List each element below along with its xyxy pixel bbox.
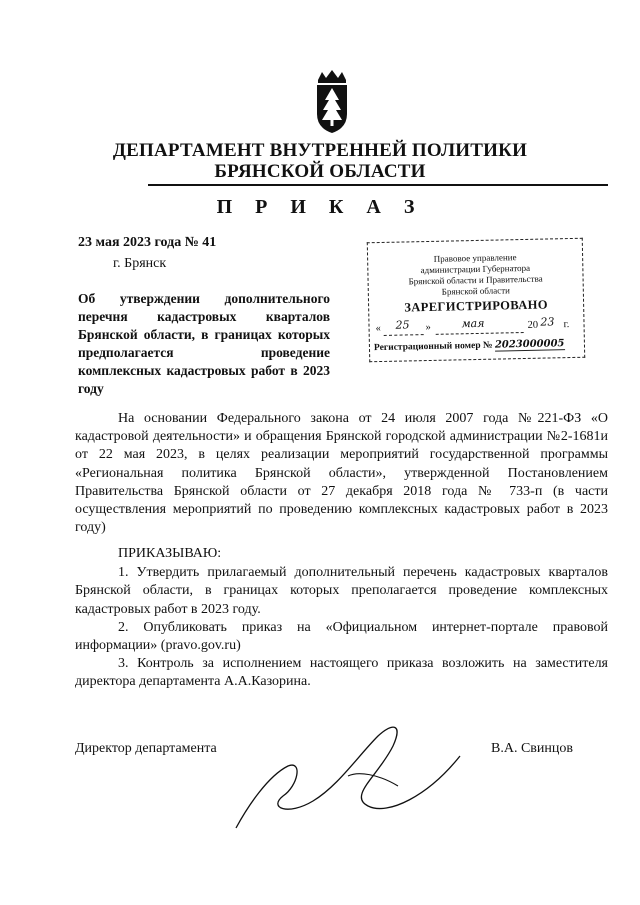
order-subject: Об утверждении дополнительного перечня кадастровых кварталов Брянской области, в границах которых предполагается проведение комплексных кадастровых работ в 2023 году [78,291,330,396]
stamp-month: мая [461,316,485,331]
stamp-reg-number: 2023000005 [494,338,565,351]
stamp-line-3: Брянской области и Правительства [408,273,543,287]
stamp-line-2: администрации Губернатора [420,262,531,276]
stamp-year-suffix: 23 [540,315,555,329]
preamble-paragraph: На основании Федерального закона от 24 июля 2007 года №221-ФЗ «О кадастровой деятельности» и обращения Брянской городской администрации №2-1681и от 22 мая 2023, в целях реализации мероприятий государственной программы «Региональная политика Брянской области», утвержденной Постановлением Правительства Брянской области от 27 декабря 2018 года № 733-п (в части осуществления мероприятий по проведению комплексных кадастровых работ в 2023 году) [75,411,608,536]
order-item-1: 1. Утвердить прилагаемый дополнительный перечень кадастровых кварталов Брянской области, в границах которых преполагается проведение комплексных кадастровых работ в 2023 году. [75,565,608,617]
order-clauses [75,545,608,692]
coat-of-arms-icon [314,70,350,134]
stamp-day: 25 [395,318,410,332]
signatory-position: Директор департамента [75,741,217,756]
stamp-close-quote: » [425,321,431,334]
stamp-registration-number [374,338,582,356]
stamp-line-4: Брянской области [441,285,511,297]
document-type-title: П Р И К А З [216,196,424,218]
stamp-year-unit: г. [563,319,570,331]
stamp-reg-label: Регистрационный номер № [373,340,493,354]
header-divider [148,184,608,186]
stamp-year-prefix: 20 [527,319,539,331]
stamp-open-quote: « [375,323,381,335]
order-item-2: 2. Опубликовать приказ на «Официальном интернет-портале правовой информации» (pravo.gov.ru) [75,619,608,654]
order-heading: ПРИКАЗЫВАЮ: [118,546,222,561]
order-item-3: 3. Контроль за исполнением настоящего приказа возложить на заместителя директора департамента А.А.Казорина. [75,656,608,690]
department-name-line1: ДЕПАРТАМЕНТ ВНУТРЕННЕЙ ПОЛИТИКИ [112,140,528,161]
order-date-number: 23 мая 2023 года № 41 [78,235,217,250]
department-name-line2: БРЯНСКОЙ ОБЛАСТИ [214,161,426,182]
stamp-registered-label: ЗАРЕГИСТРИРОВАНО [404,297,549,315]
preamble-text [75,410,608,537]
registration-stamp [367,238,585,362]
signatory-name: В.А. Свинцов [491,741,573,756]
signature-icon [228,716,468,836]
stamp-line-1: Правовое управление [433,252,517,264]
order-city: г. Брянск [113,256,167,271]
stamp-date-line [375,315,579,337]
